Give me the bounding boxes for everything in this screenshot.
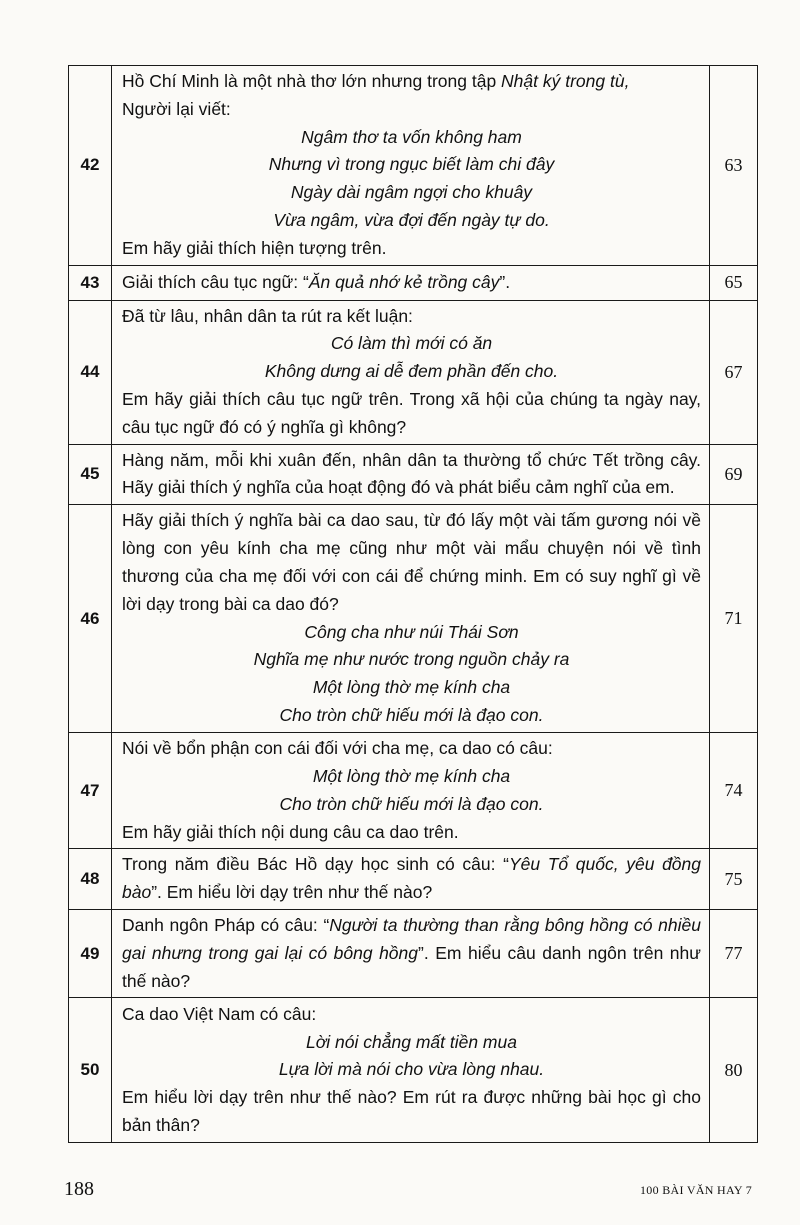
- table-row: [69, 505, 758, 733]
- verse-line: Vừa ngâm, vừa đợi đến ngày tự do.: [273, 209, 550, 230]
- prompt-text: Người lại viết:: [122, 98, 231, 119]
- essay-prompt: Đã từ lâu, nhân dân ta rút ra kết luận: Có làm thì mới có ăn Không dưng ai dễ đem phần đến cho. Em hãy giải thích câu tục ngữ trên. Trong xã hội của chúng ta ngày nay, câu tục ngữ đó có ý nghĩa gì không?: [112, 300, 710, 444]
- verse-line: Lời nói chẳng mất tiền mua: [306, 1031, 517, 1052]
- page-number: 75: [710, 849, 758, 910]
- prompt-italic: Nhật ký trong tù,: [501, 71, 630, 91]
- table-row: [69, 300, 758, 444]
- essay-number: 46: [69, 505, 112, 733]
- verse-line: Một lòng thờ mẹ kính cha: [312, 677, 511, 698]
- essay-number: 44: [69, 300, 112, 444]
- verse-line: Cho tròn chữ hiếu mới là đạo con.: [279, 793, 544, 814]
- table-row: [69, 733, 758, 849]
- essay-number: 48: [69, 849, 112, 910]
- footer-book-title: 100 BÀI VĂN HAY 7: [640, 1183, 752, 1197]
- essay-number: 49: [69, 909, 112, 997]
- page-number: 77: [710, 909, 758, 997]
- verse-line: Lựa lời mà nói cho vừa lòng nhau.: [278, 1059, 545, 1080]
- table-row: [69, 444, 758, 505]
- essay-number: 47: [69, 733, 112, 849]
- page-number: 80: [710, 998, 758, 1143]
- table-of-contents: [68, 65, 758, 1143]
- verse-line: Không dưng ai dễ đem phần đến cho.: [264, 361, 559, 382]
- verse-line: Cho tròn chữ hiếu mới là đạo con.: [279, 705, 544, 726]
- verse-line: Công cha như núi Thái Sơn: [304, 621, 519, 642]
- essay-prompt: Ca dao Việt Nam có câu: Lời nói chẳng mất tiền mua Lựa lời mà nói cho vừa lòng nhau. Em hiểu lời dạy trên như thế nào? Em rút ra được những bài học gì cho bản thân?: [112, 998, 710, 1143]
- essay-number: 45: [69, 444, 112, 505]
- essay-prompt: Hãy giải thích ý nghĩa bài ca dao sau, từ đó lấy một vài tấm gương nói về lòng con yêu kính cha mẹ cũng như một vài mẩu chuyện nói về tình thương của cha mẹ đối với con cái để chứng minh. Em có suy nghĩ gì về lời dạy trong bài ca dao đó? Công cha như núi Thái Sơn Nghĩa mẹ như nước trong nguồn chảy ra Một lòng thờ mẹ kính cha Cho tròn chữ hiếu mới là đạo con.: [112, 505, 710, 733]
- page-number: 71: [710, 505, 758, 733]
- verse-line: Nhưng vì trong ngục biết làm chi đây: [268, 154, 555, 175]
- prompt-text: Em hãy giải thích hiện tượng trên.: [122, 237, 387, 258]
- essay-number: 43: [69, 265, 112, 300]
- page-number: 63: [710, 66, 758, 266]
- verse-line: Có làm thì mới có ăn: [330, 333, 493, 354]
- table-row: [69, 998, 758, 1143]
- table-row: [69, 66, 758, 266]
- verse-line: Nghĩa mẹ như nước trong nguồn chảy ra: [253, 649, 570, 670]
- essay-prompt: Hàng năm, mỗi khi xuân đến, nhân dân ta thường tổ chức Tết trồng cây. Hãy giải thích ý nghĩa của hoạt động đó và phát biểu cảm nghĩ của em.: [112, 444, 710, 505]
- essay-number: 42: [69, 66, 112, 266]
- footer-page-number: 188: [64, 1178, 94, 1200]
- page-number: 67: [710, 300, 758, 444]
- essay-number: 50: [69, 998, 112, 1143]
- essay-prompt: Nói về bổn phận con cái đối với cha mẹ, ca dao có câu: Một lòng thờ mẹ kính cha Cho tròn chữ hiếu mới là đạo con. Em hãy giải thích nội dung câu ca dao trên.: [112, 733, 710, 849]
- page-number: 69: [710, 444, 758, 505]
- page-number: 74: [710, 733, 758, 849]
- prompt-text: Hồ Chí Minh là một nhà thơ lớn nhưng trong tập: [122, 71, 502, 91]
- verse-line: Ngâm thơ ta vốn không ham: [301, 126, 522, 147]
- essay-prompt: Giải thích câu tục ngữ: “Ăn quả nhớ kẻ trồng cây”.: [112, 265, 710, 300]
- verse-line: Ngày dài ngâm ngợi cho khuây: [290, 182, 533, 203]
- essay-prompt: [112, 66, 710, 266]
- page-number: 65: [710, 265, 758, 300]
- essay-prompt: Danh ngôn Pháp có câu: “Người ta thường than rằng bông hồng có nhiều gai nhưng trong gai lại có bông hồng”. Em hiểu câu danh ngôn trên như thế nào?: [112, 909, 710, 997]
- verse-line: Một lòng thờ mẹ kính cha: [312, 765, 511, 786]
- essay-prompt: Trong năm điều Bác Hồ dạy học sinh có câu: “Yêu Tổ quốc, yêu đồng bào”. Em hiểu lời dạy trên như thế nào?: [112, 849, 710, 910]
- table-row: [69, 265, 758, 300]
- table-row: [69, 909, 758, 997]
- table-row: [69, 849, 758, 910]
